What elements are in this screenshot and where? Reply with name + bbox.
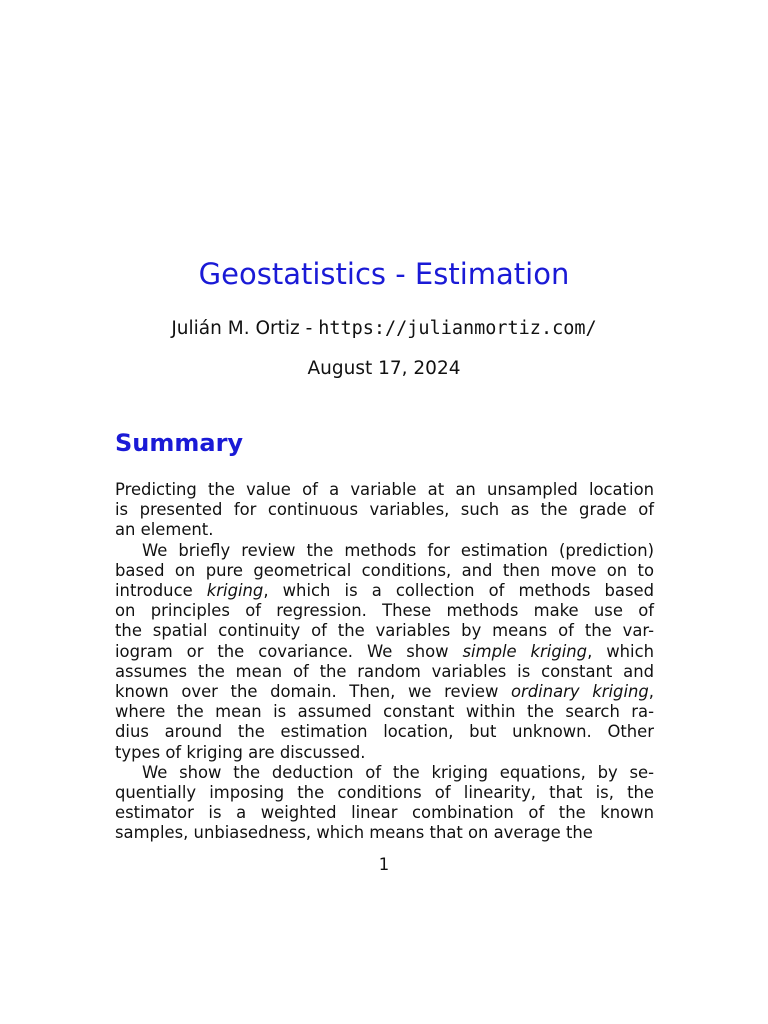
document-title: Geostatistics - Estimation bbox=[198, 257, 570, 291]
author-line bbox=[0, 316, 768, 342]
paragraph-line: quentially imposing the conditions of linearity, that is, the bbox=[115, 783, 654, 803]
paragraph-line: samples, unbiasedness, which means that on average the bbox=[115, 823, 593, 843]
paragraph-line: introduce kriging, which is a collection of methods based bbox=[115, 581, 654, 601]
paragraph-line: estimator is a weighted linear combination of the known bbox=[115, 803, 654, 823]
author-name: Julián M. Ortiz - bbox=[171, 318, 319, 339]
section-heading-summary: Summary bbox=[115, 429, 244, 457]
paragraph bbox=[115, 480, 654, 541]
emphasized-term: ordinary kriging bbox=[511, 682, 649, 702]
document-date: August 17, 2024 bbox=[307, 358, 461, 379]
paragraph-line: dius around the estimation location, but unknown. Other bbox=[115, 722, 654, 742]
paragraph-line: the spatial continuity of the variables by means of the var- bbox=[115, 621, 654, 641]
paragraph bbox=[115, 763, 654, 844]
emphasized-term: kriging bbox=[206, 581, 264, 601]
paragraph-line: We briefly review the methods for estimation (prediction) bbox=[142, 540, 654, 560]
paragraph-line: assumes the mean of the random variables is constant and bbox=[115, 661, 654, 681]
paragraph-line: on principles of regression. These methods make use of bbox=[115, 601, 654, 621]
paragraph-line: where the mean is assumed constant within the search ra- bbox=[115, 702, 654, 722]
paragraph-line: based on pure geometrical conditions, and then move on to bbox=[115, 560, 654, 580]
paragraph-line: We show the deduction of the kriging equations, by se- bbox=[142, 762, 654, 782]
summary-body bbox=[115, 480, 654, 844]
emphasized-term: simple kriging bbox=[462, 641, 588, 661]
page-number: 1 bbox=[378, 855, 390, 874]
paragraph-line: iogram or the covariance. We show simple kriging, which bbox=[115, 641, 654, 661]
author-url[interactable]: https://julianmortiz.com/ bbox=[318, 318, 597, 339]
paragraph-line: is presented for continuous variables, such as the grade of bbox=[115, 500, 654, 520]
paragraph bbox=[115, 541, 654, 763]
paragraph-line: Predicting the value of a variable at an unsampled location bbox=[115, 480, 654, 499]
paragraph-line: known over the domain. Then, we review ordinary kriging, bbox=[115, 682, 655, 702]
paragraph-line: types of kriging are discussed. bbox=[115, 742, 366, 762]
paragraph-line: an element. bbox=[115, 520, 214, 540]
